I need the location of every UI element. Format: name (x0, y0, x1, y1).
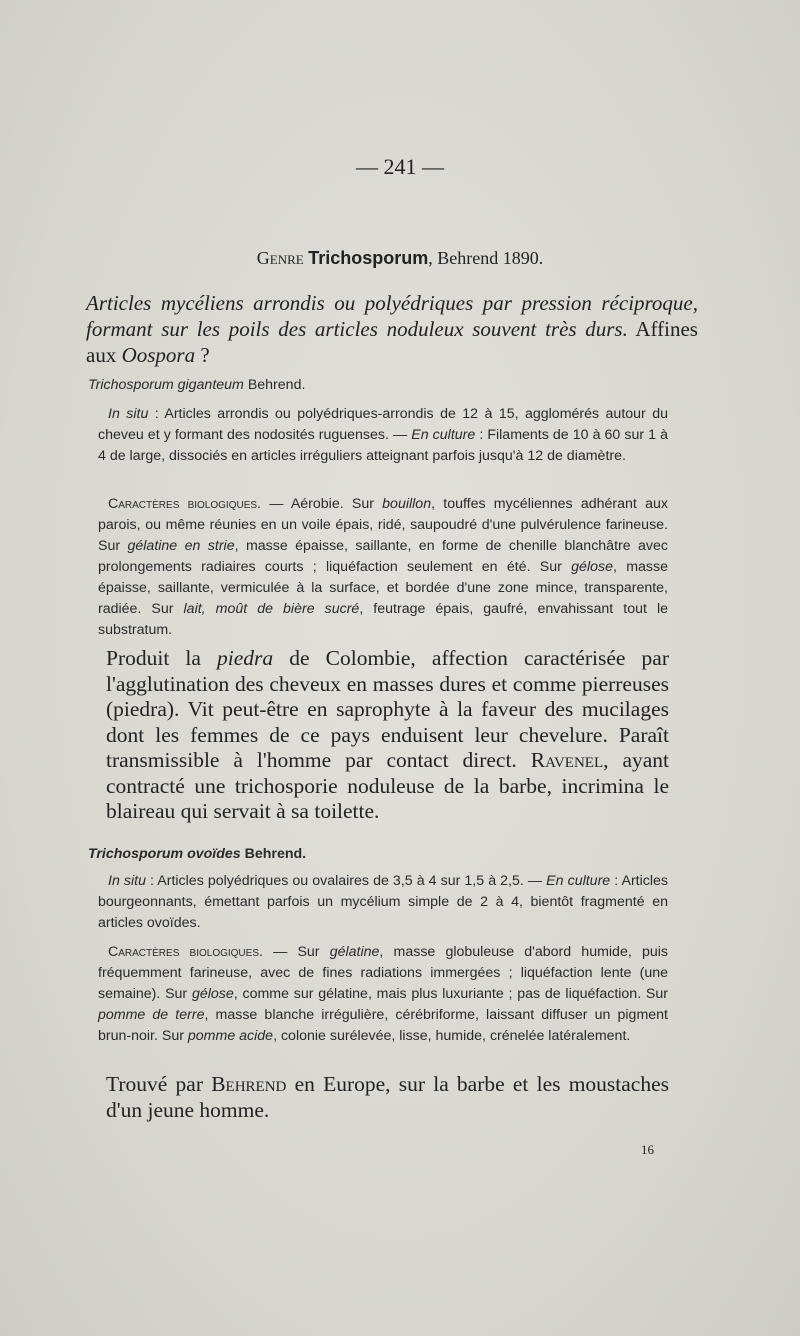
biological-label: Caractères biologiques (108, 496, 258, 512)
species-name: Trichosporum giganteum (88, 377, 244, 393)
insitu-text: : Articles arrondis ou polyédriques-arrondis de 12 à 15, agglomérés autour du cheveu et y formant des nodosités ruguenses. — (98, 406, 668, 443)
discovery-text-1: Trouvé par (106, 1072, 212, 1096)
bio-text-5: , feutrage épais, gaufré, envahissant tout le substratum. (98, 601, 668, 638)
insitu-label: In situ (108, 406, 149, 422)
page-number: — 241 — (356, 154, 444, 179)
insitu-text: : Articles polyédriques ou ovalaires de 3,5 à 4 sur 1,5 à 2,5. — (145, 873, 547, 889)
insitu-label: In situ (108, 873, 146, 889)
bio-italic-2: gélatine en strie (127, 538, 235, 554)
insitu-paragraph-giganteum (98, 404, 668, 467)
culture-text: : Filaments de 10 à 60 sur 1 à 4 de large, dissociés en articles irréguliers atteignant parfois jusqu'à 12 de diamètre. (98, 427, 668, 464)
path-text-2: de Colombie, affection caractérisée par l'agglutination des cheveux en masses dures et comme pierreuses (piedra). Vit peut-être en saprophyte à la faveur des mucilages dont les femmes de ce pays enduisent leur chevelure. Paraît transmissible à l'homme par contact direct. (106, 646, 669, 772)
biological-label: Caractères biologiques (108, 944, 259, 960)
bio-italic-4: pomme acide (187, 1028, 274, 1044)
diagnosis-oospora: Oospora (121, 343, 196, 367)
bio-text-1: . — Sur (259, 944, 330, 960)
genus-heading (0, 248, 800, 269)
diagnosis-italic: Articles mycéliens arrondis ou polyédriques par pression réciproque, formant sur les poils des articles noduleux souvent très durs. (86, 291, 698, 341)
bio-italic-1: bouillon (382, 496, 432, 512)
bio-text-2: , touffes mycéliennes adhérant aux parois, ou même réunies en un voile épais, ridé, saupoudré d'une pulvérulence farineuse. Sur (98, 496, 668, 554)
bio-text-4: , masse épaisse, saillante, vermiculée à la surface, et bordée d'une zone mince, transparente, radiée. Sur (98, 559, 668, 617)
path-author-ravenel: Ravenel (530, 748, 604, 772)
bio-italic-4: lait, moût de bière sucré (183, 601, 360, 617)
genre-label: Genre (256, 248, 304, 268)
bio-italic-1: gélatine (329, 944, 380, 960)
species-heading-giganteum (88, 375, 668, 396)
bio-text-3: , masse épaisse, saillante, en forme de chenille blanchâtre avec prolongements radiaires courts ; liquéfaction seulement en été. Sur (98, 538, 668, 575)
biological-paragraph-ovoides (98, 942, 668, 1047)
culture-label: En culture (411, 427, 476, 443)
discovery-paragraph (106, 1072, 669, 1123)
pathology-paragraph (106, 646, 669, 825)
bio-text-1: . — Aérobie. Sur (257, 496, 383, 512)
bio-text-5: , colonie surélevée, lisse, humide, crénelée latéralement. (273, 1028, 631, 1044)
bio-italic-3: pomme de terre (98, 1007, 205, 1023)
species-author: Behrend. (243, 377, 306, 393)
biological-paragraph-giganteum (98, 494, 668, 641)
path-text-3: , ayant contracté une trichosporie noduleuse de la barbe, incrimina le blaireau qui servait à sa toilette. (106, 748, 669, 823)
diagnosis-plain: Affines aux (86, 317, 698, 367)
bio-text-4: , masse blanche irrégulière, cérébriforme, laissant diffuser un pigment brun-noir. Sur (98, 1007, 668, 1044)
diagnosis-tail: ? (195, 343, 210, 367)
signature-mark: 16 (641, 1142, 654, 1157)
bio-italic-2: gélose (191, 986, 234, 1002)
discovery-text-2: en Europe, sur la barbe et les moustaches d'un jeune homme. (106, 1072, 669, 1122)
genus-author: , Behrend 1890. (428, 248, 544, 268)
species-author: Behrend. (240, 846, 307, 862)
discovery-author-behrend: Behrend (211, 1072, 287, 1096)
bio-text-2: , masse globuleuse d'abord humide, puis fréquemment farineuse, avec de fines radiations immergées ; liquéfaction lente (une semaine). Sur (98, 944, 668, 1002)
genus-name: Trichosporum (308, 248, 429, 268)
path-italic-1: piedra (217, 646, 274, 670)
path-text-1: Produit la (106, 646, 218, 670)
species-heading-ovoides (88, 844, 668, 865)
bio-text-3: , comme sur gélatine, mais plus luxuriante ; pas de liquéfaction. Sur (233, 986, 668, 1002)
culture-label: En culture (546, 873, 611, 889)
genus-diagnosis (86, 290, 698, 368)
insitu-paragraph-ovoides (98, 871, 668, 934)
culture-text: : Articles bourgeonnants, émettant parfois un mycélium simple de 2 à 4, bientôt fragmenté en articles ovoïdes. (98, 873, 668, 931)
bio-italic-3: gélose (571, 559, 613, 575)
species-name: Trichosporum ovoïdes (88, 846, 241, 862)
